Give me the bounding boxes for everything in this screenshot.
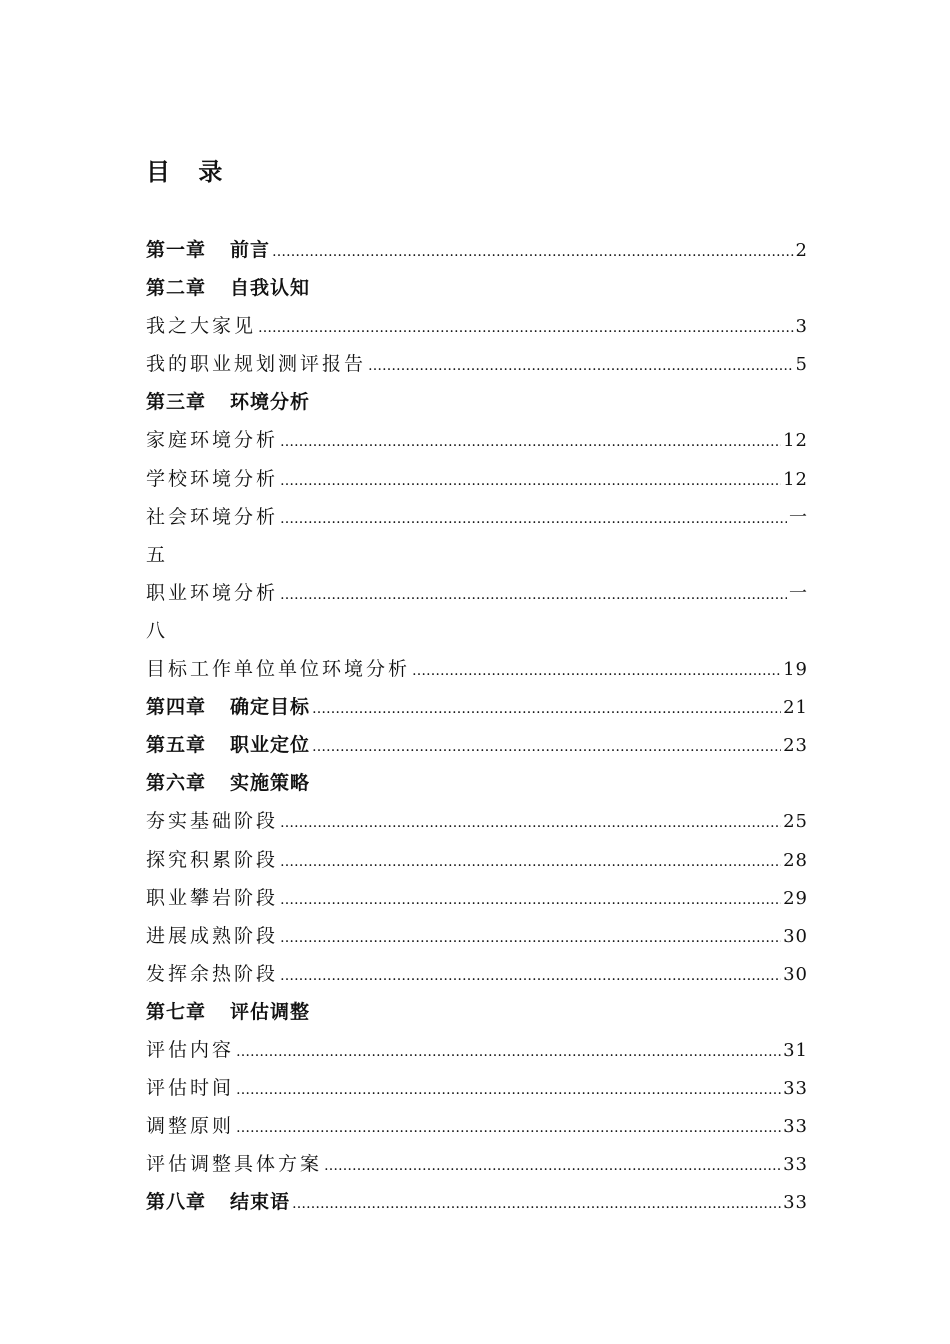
leader-dots xyxy=(236,1109,781,1147)
toc-label: 五 xyxy=(146,543,168,566)
toc-entry[interactable] xyxy=(146,574,808,612)
toc-label xyxy=(146,383,310,421)
leader-dots xyxy=(236,1071,781,1109)
leader-dots xyxy=(292,1185,781,1223)
toc-label xyxy=(146,1183,290,1221)
toc-label xyxy=(146,726,310,764)
leader-dots xyxy=(368,347,794,385)
toc-label: 家庭环境分析 xyxy=(146,429,279,452)
toc-label: 职业环境分析 xyxy=(146,581,279,604)
page-number: 2 xyxy=(795,240,808,261)
page-number: 5 xyxy=(795,354,808,376)
chapter-name: 环境分析 xyxy=(230,391,311,414)
chapter-name: 评估调整 xyxy=(230,1000,311,1023)
toc-label: 职业攀岩阶段 xyxy=(146,886,279,909)
chapter-number: 第六章 xyxy=(146,772,207,795)
page-number: 33 xyxy=(783,1116,808,1138)
toc-label xyxy=(146,269,310,307)
chapter-number: 第一章 xyxy=(146,239,207,261)
toc-label: 评估内容 xyxy=(146,1038,235,1061)
page-number: 一 xyxy=(789,506,808,528)
page-number: 28 xyxy=(783,849,808,871)
page-number: 25 xyxy=(783,811,808,833)
page-number: 21 xyxy=(783,697,808,719)
toc-label: 发挥余热阶段 xyxy=(146,962,279,985)
toc-entry[interactable] xyxy=(146,383,808,421)
leader-dots xyxy=(280,957,781,995)
chapter-number: 第二章 xyxy=(146,277,207,300)
chapter-number: 第八章 xyxy=(146,1191,207,1214)
chapter-name: 结束语 xyxy=(230,1191,291,1214)
toc-label xyxy=(146,764,310,802)
toc-entry[interactable] xyxy=(146,688,808,726)
page-number: 3 xyxy=(795,316,808,338)
toc-label: 进展成熟阶段 xyxy=(146,924,279,947)
toc-entry[interactable] xyxy=(146,307,808,345)
table-of-contents xyxy=(146,231,808,1221)
leader-dots xyxy=(280,804,781,842)
toc-label: 学校环境分析 xyxy=(146,467,279,490)
leader-dots xyxy=(280,843,781,881)
toc-entry[interactable] xyxy=(146,345,808,383)
chapter-name: 自我认知 xyxy=(230,277,311,300)
toc-label: 我之大家见 xyxy=(146,315,257,338)
page-number: 一 xyxy=(789,582,808,604)
toc-label: 目标工作单位单位环境分析 xyxy=(146,658,411,681)
toc-label: 社会环境分析 xyxy=(146,505,279,528)
toc-label: 评估时间 xyxy=(146,1077,235,1100)
leader-dots xyxy=(280,919,781,957)
page-number: 33 xyxy=(783,1154,808,1176)
page-number: 23 xyxy=(783,735,808,757)
toc-label xyxy=(146,231,270,269)
leader-dots xyxy=(280,500,787,538)
page-number: 12 xyxy=(783,430,808,452)
toc-entry[interactable] xyxy=(146,764,808,802)
toc-entry[interactable] xyxy=(146,802,808,840)
toc-label: 探究积累阶段 xyxy=(146,848,279,871)
page-number: 31 xyxy=(783,1039,808,1061)
leader-dots xyxy=(312,728,781,766)
toc-label: 八 xyxy=(146,619,168,642)
leader-dots xyxy=(236,1033,781,1071)
toc-entry[interactable] xyxy=(146,879,808,917)
leader-dots xyxy=(280,576,787,614)
chapter-name: 职业定位 xyxy=(230,734,311,757)
toc-label: 调整原则 xyxy=(146,1115,235,1138)
toc-entry[interactable] xyxy=(146,955,808,993)
chapter-name: 实施策略 xyxy=(230,772,311,795)
toc-label: 夯实基础阶段 xyxy=(146,810,279,833)
toc-entry[interactable] xyxy=(146,993,808,1031)
toc-entry[interactable] xyxy=(146,460,808,498)
page-number: 33 xyxy=(783,1192,808,1214)
leader-dots xyxy=(280,423,781,461)
chapter-number: 第四章 xyxy=(146,696,207,719)
page-number: 33 xyxy=(783,1078,808,1100)
toc-label xyxy=(146,688,310,726)
toc-entry[interactable] xyxy=(146,726,808,764)
chapter-name: 确定目标 xyxy=(230,696,311,719)
chapter-number: 第七章 xyxy=(146,1000,207,1023)
page-title: 目 录 xyxy=(146,158,233,186)
toc-label xyxy=(146,993,310,1031)
leader-dots xyxy=(272,233,794,271)
leader-dots xyxy=(312,690,781,728)
toc-entry-continuation xyxy=(146,536,808,574)
page-number: 29 xyxy=(783,887,808,909)
toc-entry[interactable] xyxy=(146,1107,808,1145)
toc-entry[interactable] xyxy=(146,841,808,879)
toc-entry[interactable] xyxy=(146,498,808,536)
leader-dots xyxy=(258,309,794,347)
page-number: 12 xyxy=(783,468,808,490)
toc-label: 我的职业规划测评报告 xyxy=(146,353,367,376)
toc-entry[interactable] xyxy=(146,1069,808,1107)
chapter-name: 前言 xyxy=(230,239,271,261)
toc-label: 评估调整具体方案 xyxy=(146,1153,323,1176)
toc-entry-continuation xyxy=(146,612,808,650)
toc-entry[interactable] xyxy=(146,421,808,459)
leader-dots xyxy=(280,462,781,500)
toc-entry[interactable] xyxy=(146,269,808,307)
leader-dots xyxy=(324,1147,781,1185)
page-number: 30 xyxy=(783,963,808,985)
leader-dots xyxy=(280,881,781,919)
page-number: 19 xyxy=(783,659,808,681)
chapter-number: 第三章 xyxy=(146,391,207,414)
toc-entry[interactable] xyxy=(146,1183,808,1221)
toc-entry[interactable] xyxy=(146,650,808,688)
page-number: 30 xyxy=(783,925,808,947)
toc-entry[interactable] xyxy=(146,1031,808,1069)
toc-entry[interactable] xyxy=(146,231,808,269)
toc-entry[interactable] xyxy=(146,917,808,955)
leader-dots xyxy=(412,652,781,690)
toc-entry[interactable] xyxy=(146,1145,808,1183)
chapter-number: 第五章 xyxy=(146,734,207,757)
